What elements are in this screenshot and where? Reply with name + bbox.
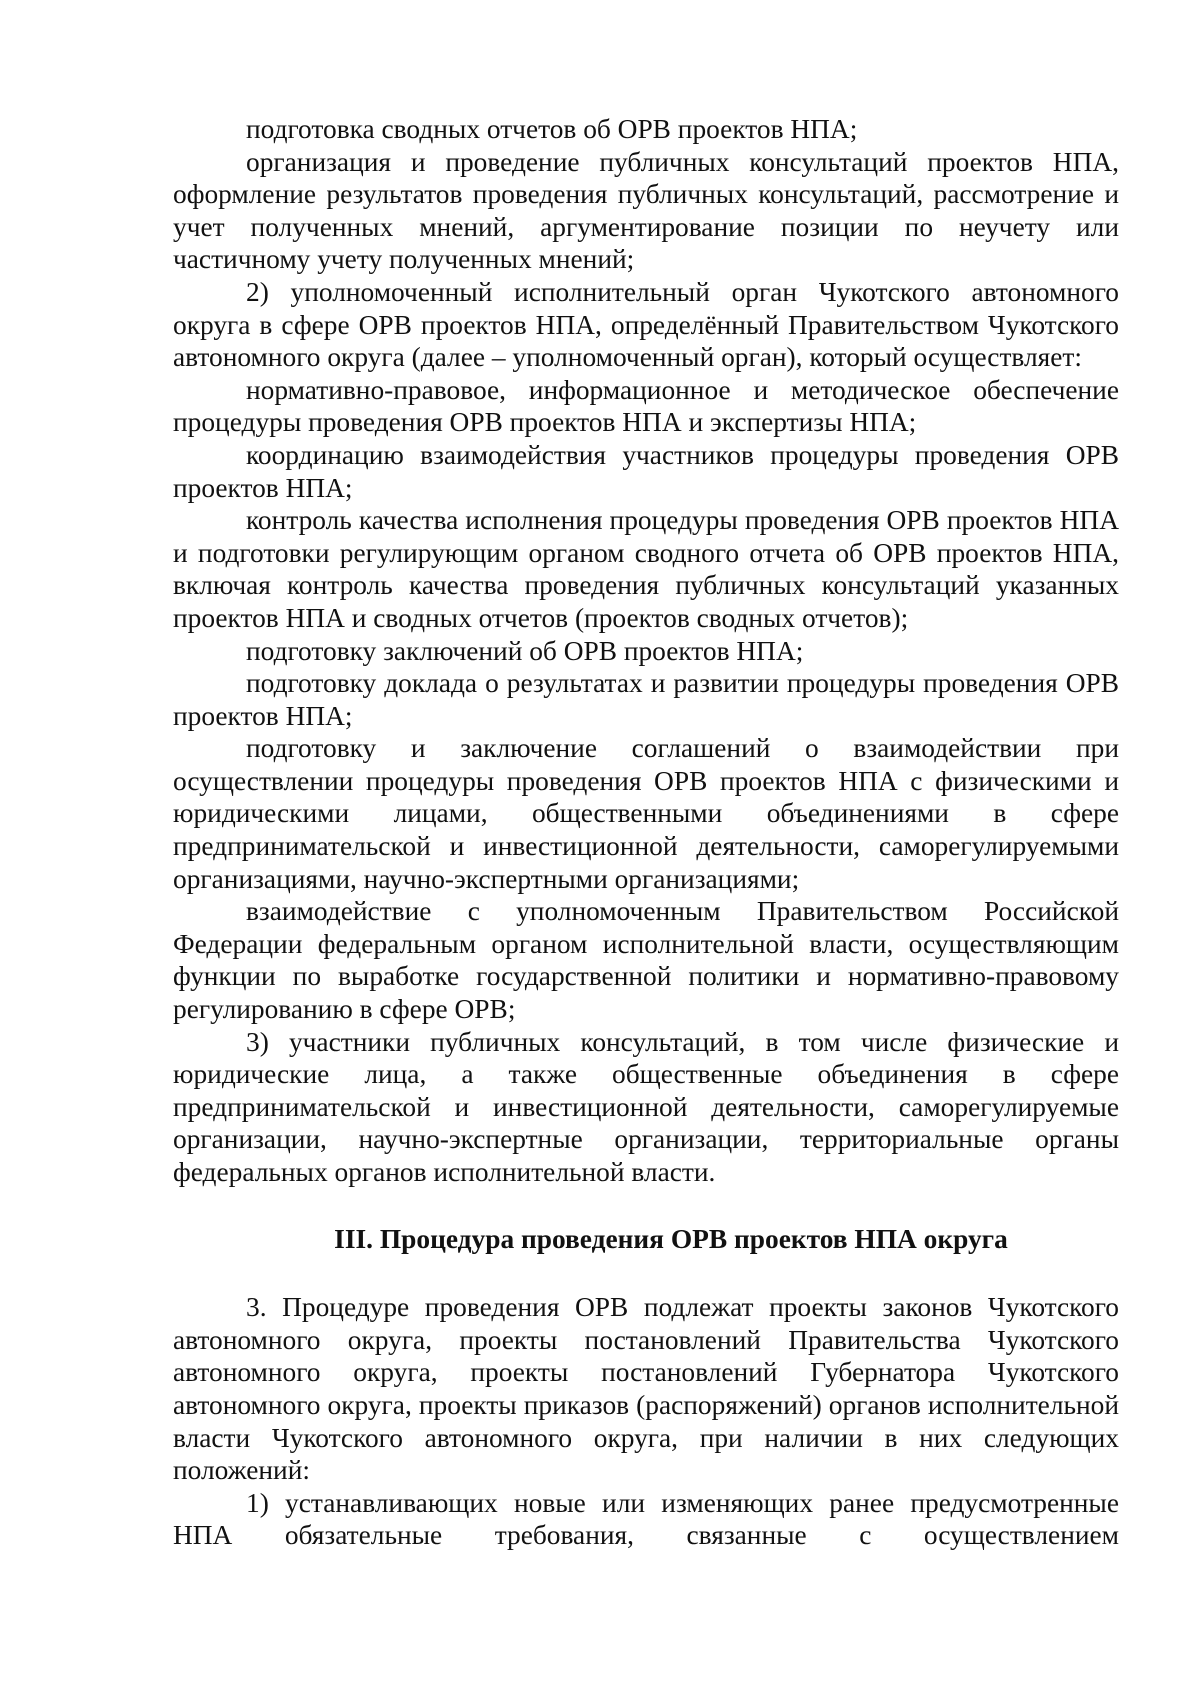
document-body-part2 (173, 1291, 1119, 1552)
paragraph: подготовку доклада о результатах и развитии процедуры проведения ОРВ проектов НПА; (173, 668, 1119, 731)
spacer (173, 1255, 1119, 1291)
paragraph: подготовку и заключение соглашений о взаимодействии при осуществлении процедуры проведения ОРВ проектов НПА с физическими и юридическими лицами, общественными объединениями в сфере предпринимательской и инвестиционной деятельности, саморегулируемыми организациями, научно-экспертными организациями; (173, 733, 1119, 894)
paragraph: координацию взаимодействия участников процедуры проведения ОРВ проектов НПА; (173, 439, 1119, 503)
document-page (173, 113, 1119, 1552)
paragraph: нормативно-правовое, информационное и методическое обеспечение процедуры проведения ОРВ проектов НПА и экспертизы НПА; (173, 374, 1119, 438)
document-body-part1 (173, 113, 1119, 1189)
paragraph: 3) участники публичных консультаций, в том числе физические и юридические лица, а также общественные объединения в сфере предпринимательской и инвестиционной деятельности, саморегулируемые организации, научно-экспертные организации, территориальные органы федеральных органов исполнительной власти. (173, 1026, 1119, 1187)
paragraph: подготовка сводных отчетов об ОРВ проектов НПА; (246, 114, 858, 144)
spacer (173, 1189, 1119, 1223)
paragraph: взаимодействие с уполномоченным Правительством Российской Федерации федеральным органом исполнительной власти, осуществляющим функции по выработке государственной политики и нормативно-правовому регулированию в сфере ОРВ; (173, 896, 1119, 1025)
paragraph: организация и проведение публичных консультаций проектов НПА, оформление результатов проведения публичных консультаций, рассмотрение и учет полученных мнений, аргументирование позиции по неучету или частичному учету полученных мнений; (173, 146, 1119, 275)
paragraph: контроль качества исполнения процедуры проведения ОРВ проектов НПА и подготовки регулирующим органом сводного отчета об ОРВ проектов НПА, включая контроль качества проведения публичных консультаций указанных проектов НПА и сводных отчетов (проектов сводных отчетов); (173, 505, 1119, 633)
section-heading: III. Процедура проведения ОРВ проектов НПА округа (334, 1223, 1008, 1254)
paragraph-continued: 1) устанавливающих новые или изменяющих ранее предусмотренные НПА обязательные требования, связанные с осуществлением (173, 1487, 1119, 1551)
paragraph: 3. Процедуре проведения ОРВ подлежат проекты законов Чукотского автономного округа, проекты постановлений Правительства Чукотского автономного округа, проекты постановлений Губернатора Чукотского автономного округа, проекты приказов (распоряжений) органов исполнительной власти Чукотского автономного округа, при наличии в них следующих положений: (173, 1292, 1119, 1486)
paragraph: подготовку заключений об ОРВ проектов НПА; (246, 635, 804, 666)
paragraph: 2) уполномоченный исполнительный орган Чукотского автономного округа в сфере ОРВ проектов НПА, определённый Правительством Чукотского автономного округа (далее – уполномоченный орган), который осуществляет: (173, 276, 1119, 373)
